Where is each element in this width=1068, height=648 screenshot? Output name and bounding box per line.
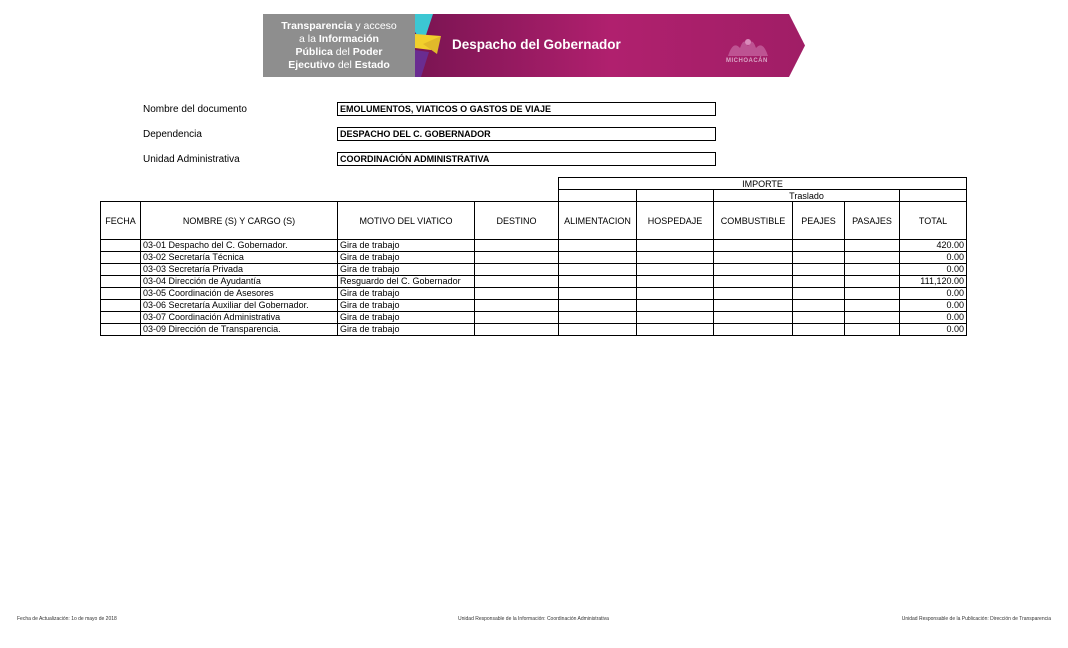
footer-update-date: Fecha de Actualización: 1o de mayo de 2018: [17, 616, 117, 622]
table-row: 03-06 Secretaría Auxiliar del Gobernador. Gira de trabajo 0.00: [101, 300, 967, 312]
document-name-value: EMOLUMENTOS, VIATICOS O GASTOS DE VIAJE: [337, 102, 716, 116]
banner-line-3: Pública del Poder: [295, 45, 383, 58]
banner-line-4: Ejecutivo del Estado: [288, 58, 390, 71]
col-destino-header: DESTINO: [475, 202, 559, 240]
col-pasajes-header: PASAJES: [845, 202, 900, 240]
document-name-label: Nombre del documento: [143, 104, 247, 115]
col-alimentacion-header: ALIMENTACION: [559, 202, 637, 240]
col-motivo-header: MOTIVO DEL VIATICO: [338, 202, 475, 240]
col-hospedaje-header: HOSPEDAJE: [637, 202, 714, 240]
admin-unit-value: COORDINACIÓN ADMINISTRATIVA: [337, 152, 716, 166]
dependency-value: DESPACHO DEL C. GOBERNADOR: [337, 127, 716, 141]
table-row: 03-03 Secretaría Privada Gira de trabajo 0.00: [101, 264, 967, 276]
importe-header: IMPORTE: [559, 178, 967, 190]
footer-publication-unit: Unidad Responsable de la Publicación: Dirección de Transparencia: [901, 616, 1051, 622]
col-total-header: TOTAL: [900, 202, 967, 240]
table-row: 03-09 Dirección de Transparencia. Gira de trabajo 0.00: [101, 324, 967, 336]
transparency-label: [263, 14, 415, 77]
banner-line-1: Transparencia y acceso: [281, 19, 397, 32]
admin-unit-label: Unidad Administrativa: [143, 154, 240, 165]
header-banner: [263, 14, 805, 77]
col-peajes-header: PEAJES: [793, 202, 845, 240]
viaticos-table: [100, 177, 967, 336]
col-combustible-header: COMBUSTIBLE: [714, 202, 793, 240]
table-row: 03-07 Coordinación Administrativa Gira de trabajo 0.00: [101, 312, 967, 324]
table-row: 03-05 Coordinación de Asesores Gira de trabajo 0.00: [101, 288, 967, 300]
col-fecha-header: FECHA: [101, 202, 141, 240]
table-row: 03-04 Dirección de Ayudantía Resguardo del C. Gobernador 111,120.00: [101, 276, 967, 288]
dependency-label: Dependencia: [143, 129, 202, 140]
michoacan-logo-text: MICHOACÁN: [726, 58, 768, 64]
table-row: 03-02 Secretaría Técnica Gira de trabajo 0.00: [101, 252, 967, 264]
banner-title-area: [415, 14, 805, 77]
banner-line-2: a la Información: [299, 32, 379, 45]
table-row: 03-01 Despacho del C. Gobernador. Gira de trabajo 420.00: [101, 240, 967, 252]
traslado-header: Traslado: [714, 190, 900, 202]
banner-title: Despacho del Gobernador: [452, 37, 621, 52]
footer-info-unit: Unidad Responsable de la Información: Coordinación Administrativa: [458, 616, 609, 622]
col-nombre-header: NOMBRE (S) Y CARGO (S): [141, 202, 338, 240]
